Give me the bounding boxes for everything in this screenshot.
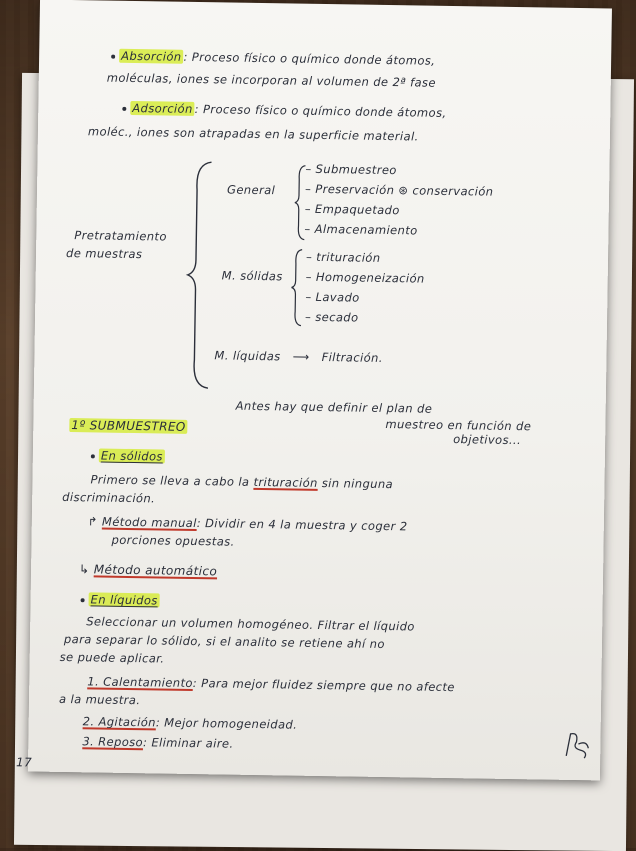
reposo-label: 3. Reposo	[82, 734, 144, 750]
page-number: 17	[15, 755, 33, 770]
def2-text: : Proceso físico o químico donde átomos,	[194, 101, 447, 120]
solidas-item-3: – Lavado	[305, 289, 360, 305]
corner-arrow-icon: ↳	[78, 562, 90, 577]
solidos-p1-a: Primero se lleva a cabo la	[90, 472, 250, 489]
diagram-root-line1: Pretratamiento	[74, 228, 167, 244]
def-absorcion-line2: moléculas, iones se incorporan al volumen de 2ª fase	[106, 70, 436, 90]
solidas-brace-icon	[289, 247, 304, 327]
bullet-icon	[81, 598, 85, 602]
liquidos-item-2	[83, 714, 298, 731]
def-absorcion-line1	[111, 49, 435, 68]
solidas-item-1: – trituración	[305, 249, 381, 265]
metodo-automatico	[79, 562, 217, 578]
liquidas-target: Filtración.	[321, 349, 383, 365]
notes-page	[15, 0, 612, 780]
liquidos-item-3	[82, 734, 233, 750]
main-brace-icon	[184, 160, 218, 390]
diagram-note-line3: objetivos...	[453, 432, 522, 448]
liquidos-item-1	[87, 674, 455, 694]
diagram-root-line2: de muestras	[65, 245, 143, 262]
liquidos-para-line2: para separar lo sólido, si el analito se retiene ahí no	[63, 631, 385, 652]
calentamiento-label: 1. Calentamiento	[87, 674, 193, 690]
general-item-4: – Almacenamiento	[304, 221, 418, 238]
subheading-solidos	[91, 448, 165, 463]
metodo-manual-line1	[88, 514, 408, 533]
metodo-manual-line2: porciones opuestas.	[111, 532, 235, 549]
solidos-p1-c: sin ninguna	[321, 475, 394, 492]
agitacion-label: 2. Agitación	[82, 714, 157, 730]
liquidos-heading-text: En líquidos	[90, 592, 158, 608]
liquidas-label: M. líquidas	[214, 348, 281, 364]
arrow-right-icon: ⟶	[292, 349, 310, 364]
metodo-manual-text: : Dividir en 4 la muestra y coger 2	[196, 516, 408, 534]
term-adsorcion: Adsorción	[132, 100, 193, 116]
bullet-icon	[111, 54, 115, 58]
def1-text: : Proceso físico o químico donde átomos,	[183, 49, 436, 68]
branch-solidas: M. sólidas	[221, 268, 283, 284]
solidos-para-line1	[90, 472, 393, 491]
section-heading-submuestreo	[69, 418, 188, 434]
solidos-p1-trituracion: trituración	[253, 474, 318, 490]
signature-icon	[560, 728, 595, 763]
reposo-text: : Eliminar aire.	[142, 735, 234, 751]
metodo-automatico-label: Método automático	[93, 562, 218, 579]
calentamiento-text: : Para mejor fluidez siempre que no afecte	[192, 675, 455, 695]
def-adsorcion-line1	[122, 101, 446, 120]
agitacion-text: : Mejor homogeneidad.	[155, 715, 298, 732]
general-item-3: – Empaquetado	[304, 201, 400, 218]
solidos-para-line2: discriminación.	[62, 489, 156, 506]
diagram-note-line2: muestreo en función de	[385, 416, 532, 434]
metodo-manual-label: Método manual	[101, 514, 197, 531]
subheading-liquidos	[81, 592, 160, 607]
liquidos-para-line3: se puede aplicar.	[59, 649, 165, 666]
branch-liquidas	[214, 348, 383, 365]
liquidos-item-1-line2: a la muestra.	[58, 691, 141, 708]
diagram-note-line1: Antes hay que definir el plan de	[235, 398, 433, 416]
branch-general: General	[226, 182, 276, 198]
bullet-icon	[91, 454, 95, 458]
def-adsorcion-line2: moléc., iones son atrapadas en la superficie material.	[87, 124, 419, 144]
section-heading-text: 1º SUBMUESTREO	[71, 418, 186, 434]
general-item-2: – Preservación ⊛ conservación	[304, 181, 494, 199]
general-item-1: – Submuestreo	[305, 161, 397, 178]
bullet-icon	[122, 106, 126, 110]
solidos-heading-text: En sólidos	[100, 448, 163, 464]
term-absorcion: Absorción	[121, 48, 182, 64]
solidas-item-2: – Homogeneización	[305, 269, 425, 286]
solidas-item-4: – secado	[304, 309, 359, 325]
corner-arrow-icon: ↱	[87, 514, 99, 529]
liquidos-para-line1: Seleccionar un volumen homogéneo. Filtrar el líquido	[86, 614, 415, 634]
